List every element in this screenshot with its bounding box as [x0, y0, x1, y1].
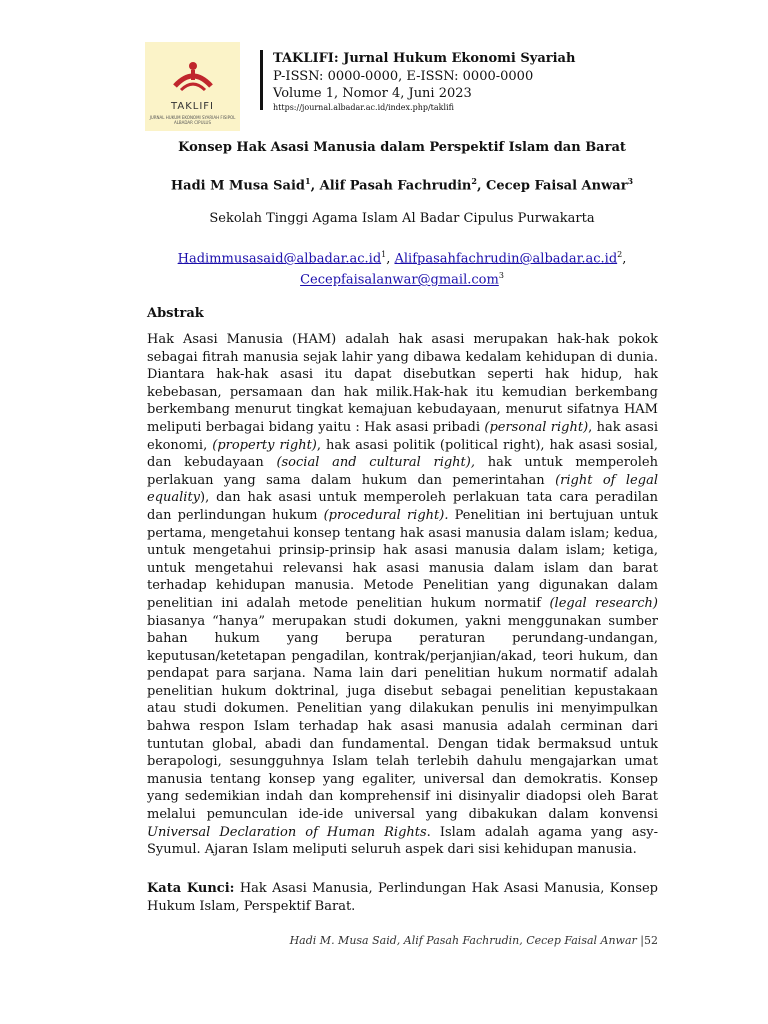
abstract-italic-term: (personal right) [484, 419, 589, 435]
author-name: Hadi M Musa Said [170, 178, 305, 194]
email-link[interactable]: Cecepfaisalanwar@gmail.com [300, 272, 499, 288]
abstract-italic-term: (procedural right). [323, 507, 449, 523]
abstract-text: Penelitian ini bertujuan untuk pertama, mengetahui konsep tentang hak asasi manusia dalam islam; kedua, untuk mengetahui prinsip-prinsip hak asasi manusia dalam islam; ketiga, untuk mengetahui relevansi hak asasi manusia dalam islam dan barat terhadap kehidupan manusia. Metode Penelitian yang digunakan dalam penelitian ini adalah metode penelitian hukum normatif [147, 507, 658, 611]
keywords [147, 880, 658, 916]
journal-volume: Volume 1, Nomor 4, Juni 2023 [273, 86, 472, 101]
abstract-text: , hak asasi ekonomi, [147, 419, 658, 453]
author-name: Alif Pasah Fachrudin [319, 178, 472, 194]
author-list: Hadi M Musa Said$^1$, Alif Pasah Fachrudin$^2$, Cecep Faisal Anwar$^3$ [170, 176, 634, 194]
email-sup: 1 [381, 250, 387, 259]
email-sup: 2 [617, 250, 623, 259]
affiliation: Sekolah Tinggi Agama Islam Al Badar Cipulus Purwakarta [209, 211, 595, 226]
author-sup: 2 [471, 176, 477, 186]
author-sup: 3 [627, 176, 634, 186]
keywords-label: Kata Kunci: [147, 881, 235, 896]
page-footer [290, 934, 658, 947]
journal-issn: P-ISSN: 0000-0000, E-ISSN: 0000-0000 [273, 69, 534, 84]
abstract-text: biasanya “hanya” merupakan studi dokumen, yakni menggunakan sumber bahan hukum yang berupa peraturan perundang-undangan, keputusan/ketetapan pengadilan, kontrak/perjanjian/akad, teori hukum, dan pendapat para sarjana. Nama lain dari penelitian hukum normatif adalah penelitian hukum doktrinal, juga disebut sebagai penelitian kepustakaan atau studi dokumen. Penelitian yang dilakukan penulis ini menyimpulkan bahwa respon Islam terhadap hak asasi manusia adalah cerminan dari tuntutan global, abadi dan fundamental. Dengan tidak bermaksud untuk berapologi, sesungguhnya Islam telah terlebih dahulu mengajarkan umat manusia tentang konsep yang egaliter, universal dan demokratis. Konsep yang sedemikian indah dan komprehensif ini disinyalir diadopsi oleh Barat melalui pemunculan ide-ide universal yang dibakukan dalam konvensi [147, 613, 658, 823]
abstract-body [147, 331, 658, 859]
abstract-italic-term: (property right) [212, 437, 317, 453]
journal-name: TAKLIFI: Jurnal Hukum Ekonomi Syariah [273, 51, 576, 66]
email-sup: 3 [498, 271, 504, 281]
abstract-text: hak untuk memperoleh perlakuan yang sama dalam hukum dan pemerintahan [147, 455, 658, 488]
email-list: $Hadimmusasaid@albadar.ac.id^1$, $Alifpasahfachrudin@albadar.ac.id^2$, Cecepfaisalanwar@gmail.com$^3$ [177, 250, 627, 288]
abstract-text: . Islam adalah agama yang asy-Syumul. Ajaran Islam meliputi seluruh aspek dari sisi kehidupan manusia. [147, 824, 658, 858]
page-number: |52 [640, 934, 658, 947]
logo-name: TAKLIFI [171, 101, 214, 112]
abstract-text: , hak asasi politik (political right), hak asasi sosial, dan kebudayaan [147, 437, 658, 471]
abstract-text: Hak Asasi Manusia (HAM) adalah hak asasi merupakan hak-hak pokok sebagai fitrah manusia sejak lahir yang dibawa kedalam kehidupan di dunia. Diantara hak-hak asasi itu dapat disebutkan seperti hak hidup, hak kebebasan, persamaan dan hak milik.Hak-hak itu kemudian berkembang berkembang menurut tingkat kemajuan kebudayaan, menurut sifatnya HAM meliputi berbagai bidang yaitu : Hak asasi pribadi [147, 332, 658, 435]
paper-title: Konsep Hak Asasi Manusia dalam Perspektif Islam dan Barat [178, 140, 626, 155]
journal-header [273, 50, 575, 114]
abstract-italic-term: (legal research) [549, 595, 658, 611]
author-name: Cecep Faisal Anwar [486, 178, 628, 194]
abstract-italic-term: Universal Declaration of Human Rights [147, 824, 427, 840]
journal-logo [145, 42, 240, 131]
logo-subtitle: JURNAL HUKUM EKONOMI SYARIAH FISIPOL ALBADAR CIPULUS [149, 115, 236, 125]
header-divider [260, 50, 263, 110]
email-link[interactable]: Hadimmusasaid@albadar.ac.id [177, 251, 382, 267]
journal-url: https://journal.albadar.ac.id/index.php/taklifi [273, 103, 454, 112]
abstract-text: ), dan hak asasi untuk memperoleh perlakuan tata cara peradilan dan perlindungan hukum [147, 490, 658, 523]
logo-emblem-icon [167, 56, 219, 100]
footer-authors: Hadi M. Musa Said, Alif Pasah Fachrudin, Cecep Faisal Anwar [289, 934, 637, 947]
keywords-text: Hak Asasi Manusia, Perlindungan Hak Asasi Manusia, Konsep Hukum Islam, Perspektif Barat. [147, 881, 658, 914]
abstract-heading: Abstrak [147, 306, 204, 321]
abstract-italic-term: (right of legal equality [147, 472, 658, 506]
email-link[interactable]: Alifpasahfachrudin@albadar.ac.id [394, 251, 618, 267]
abstract-italic-term: (social and cultural right), [276, 455, 475, 471]
author-sup: 1 [305, 176, 311, 186]
